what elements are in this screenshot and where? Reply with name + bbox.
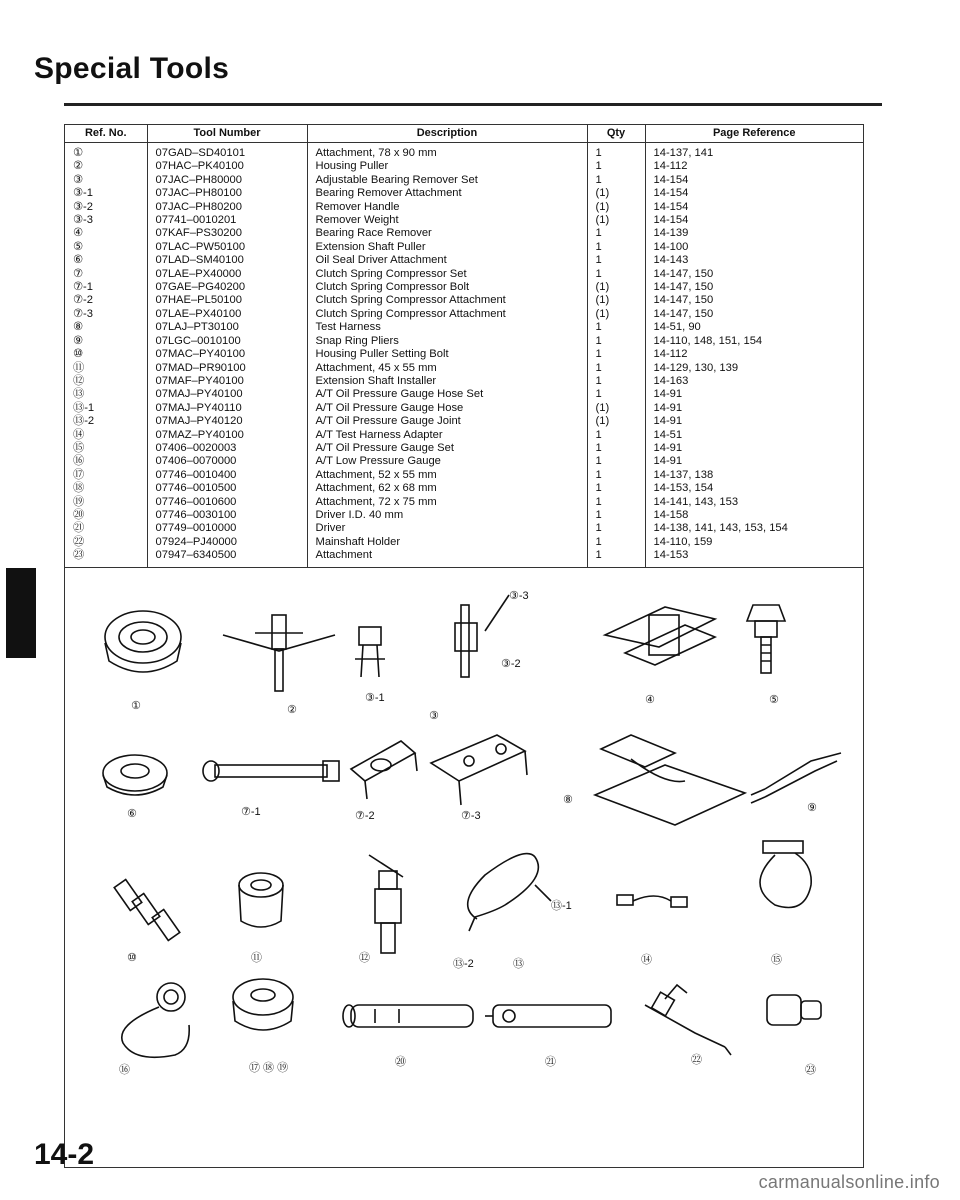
ref-no-column: ① ② ③ ③-1 ③-2 ③-3 ④ ⑤ ⑥ ⑦ ⑦-1 ⑦-2 ⑦-3 ⑧ ⑨ ⑩ ⑪ ⑫ ⑬ ⑬-1 ⑬-2 ⑭ ⑮ ⑯ ⑰ ⑱ ⑲ ⑳ ㉑ ㉒ ㉓: [65, 143, 147, 568]
tool-illustrations: [65, 585, 865, 1169]
table-header-row: [65, 125, 863, 143]
housing-puller-setting-bolt-drawing: [114, 880, 180, 941]
fig-label-3-3: ③-3: [509, 590, 529, 602]
fig-label-7-2: ⑦-2: [355, 810, 375, 822]
header-description: Description: [307, 125, 587, 143]
fig-label-3: ③: [429, 710, 439, 722]
fig-label-3-2: ③-2: [501, 658, 521, 670]
fig-label-22: ㉒: [691, 1054, 702, 1066]
fig-label-4: ④: [645, 694, 655, 706]
clutch-spring-compressor-bolt-drawing: [203, 761, 339, 781]
fig-label-9: ⑨: [807, 802, 817, 814]
header-ref-no: Ref. No.: [65, 125, 147, 143]
oil-seal-driver-attachment-drawing: [103, 755, 167, 795]
driver-drawing: [485, 1005, 611, 1027]
page-number: 14-2: [34, 1138, 95, 1171]
fig-label-12: ⑫: [359, 952, 370, 964]
fig-label-6: ⑥: [127, 808, 137, 820]
fig-label-14: ⑭: [641, 954, 652, 966]
description-column: Attachment, 78 x 90 mm Housing Puller Adjustable Bearing Remover Set Bearing Remover Attachment Remover Handle Remover Weight Bearing Race Remover Extension Shaft Puller Oil Seal Driver Attachment Clutch Spring Compressor Set Clutch Spring Compressor Bolt Clutch Spring Compressor Attachment Clutch Spring Compressor Attachment Test Harness Snap Ring Pliers Housing Puller Setting Bolt Attachment, 45 x 55 mm Extension Shaft Installer A/T Oil Pressure Gauge Hose Set A/T Oil Pressure Gauge Hose A/T Oil Pressure Gauge Joint A/T Test Harness Adapter A/T Oil Pressure Gauge Set A/T Low Pressure Gauge Attachment, 52 x 55 mm Attachment, 62 x 68 mm Attachment, 72 x 75 mm Driver I.D. 40 mm Driver Mainshaft Holder Attachment: [307, 143, 587, 568]
clutch-spring-compressor-attachment-a-drawing: [351, 741, 417, 799]
fig-label-15: ⑮: [771, 954, 782, 966]
fig-label-7-1: ⑦-1: [241, 806, 261, 818]
special-tools-table: [65, 125, 863, 568]
page-reference-column: 14-137, 141 14-112 14-154 14-154 14-154 14-154 14-139 14-100 14-143 14-147, 150 14-147, 150 14-147, 150 14-147, 150 14-51, 90 14-110, 148, 151, 154 14-112 14-129, 130, 139 14-163 14-91 14-91 14-91 14-51 14-91 14-91 14-137, 138 14-153, 154 14-141, 143, 153 14-158 14-138, 141, 143, 153, 154 14-110, 159 14-153: [653, 147, 788, 562]
low-pressure-gauge-drawing: [122, 983, 189, 1057]
fig-label-3-1: ③-1: [365, 692, 385, 704]
fig-label-2: ②: [287, 704, 297, 716]
fig-label-20: ⑳: [395, 1056, 406, 1068]
housing-puller-drawing: [223, 615, 335, 691]
fig-label-17-18-19: ⑰ ⑱ ⑲: [249, 1062, 289, 1074]
test-harness-drawing: [595, 735, 745, 825]
fig-label-8: ⑧: [563, 794, 573, 806]
page-title: Special Tools: [34, 52, 230, 85]
attachment-78x90-drawing: [105, 611, 181, 672]
special-tools-sheet: [64, 124, 864, 1168]
fig-label-1: ①: [131, 700, 141, 712]
extension-shaft-installer-drawing: [369, 855, 403, 953]
oil-pressure-gauge-set-drawing: [760, 841, 811, 908]
fig-label-5: ⑤: [769, 694, 779, 706]
bearing-race-remover-drawing: [605, 607, 715, 665]
fig-label-13-1: ⑬-1: [551, 900, 572, 912]
fig-label-13: ⑬: [513, 958, 524, 970]
bearing-remover-attachment-drawing: [355, 627, 385, 677]
oil-pressure-gauge-hose-set-drawing: [468, 854, 551, 931]
title-rule: [64, 103, 882, 106]
clutch-spring-compressor-attachment-b-drawing: [431, 735, 527, 805]
mainshaft-holder-drawing: [645, 985, 731, 1055]
attachment-23-drawing: [767, 995, 821, 1025]
test-harness-adapter-drawing: [617, 895, 687, 907]
fig-label-7-3: ⑦-3: [461, 810, 481, 822]
header-page-reference: Page Reference: [645, 125, 863, 143]
section-tab-marker: [6, 568, 36, 658]
fig-label-16: ⑯: [119, 1064, 130, 1076]
qty-column: 1 1 1 (1) (1) (1) 1 1 1 1 (1) (1) (1) 1 1 1 1 1 1 (1) (1) 1 1 1 1 1 1 1 1 1 1: [587, 143, 645, 568]
tool-number-column: 07GAD–SD40101 07HAC–PK40100 07JAC–PH80000 07JAC–PH80100 07JAC–PH80200 07741–0010201 07KAF–PS30200 07LAC–PW50100 07LAD–SM40100 07LAE–PX40000 07GAE–PG40200 07HAE–PL50100 07LAE–PX40100 07LAJ–PT30100 07LGC–0010100 07MAC–PY40100 07MAD–PR90100 07MAF–PY40100 07MAJ–PY40100 07MAJ–PY40110 07MAJ–PY40120 07MAZ–PY40100 07406–0020003 07406–0070000 07746–0010400 07746–0010500 07746–0010600 07746–0030100 07749–0010000 07924–PJ40000 07947–6340500: [147, 143, 307, 568]
fig-label-13-2: ⑬-2: [453, 958, 474, 970]
fig-label-23: ㉓: [805, 1064, 816, 1076]
driver-id-40-drawing: [343, 1005, 473, 1027]
fig-label-11: ⑪: [251, 952, 262, 964]
watermark: carmanualsonline.info: [758, 1172, 940, 1192]
header-qty: Qty: [587, 125, 645, 143]
fig-label-21: ㉑: [545, 1056, 556, 1068]
fig-label-10: ⑩: [127, 952, 137, 964]
attachments-52-62-72-drawing: [233, 979, 293, 1030]
snap-ring-pliers-drawing: [751, 753, 841, 803]
header-tool-number: Tool Number: [147, 125, 307, 143]
table-row: [65, 143, 863, 568]
attachment-45x55-drawing: [239, 873, 283, 927]
extension-shaft-puller-drawing: [747, 605, 785, 673]
tool-drawings: [65, 585, 865, 1169]
